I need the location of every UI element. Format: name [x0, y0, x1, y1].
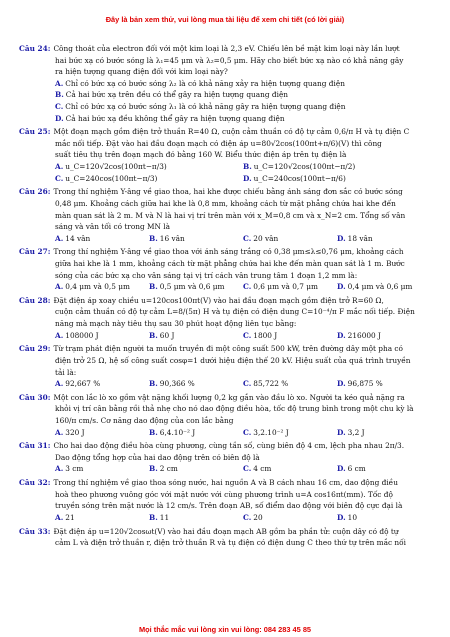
question-number: Câu 32:: [19, 478, 51, 488]
option-label: B.: [55, 90, 64, 100]
answer-option: [55, 113, 434, 125]
question-text-line: [19, 221, 434, 233]
question-list: [19, 43, 434, 551]
question-number: Câu 26:: [19, 187, 51, 197]
question-text: Trong thí nghiệm Y-âng về giao thoa, hai khe được chiếu bằng ánh sáng đơn sắc có bước sóng: [53, 187, 403, 197]
option-text: 10: [347, 512, 358, 522]
question-text: cảm L và điện trở thuần r, điện trở thuần R và tụ điện có điện dung C theo thứ tự trên mắc nối: [55, 538, 406, 548]
question-number: Câu 27:: [19, 247, 51, 257]
answer-option: [149, 378, 243, 390]
option-text: 20: [253, 512, 263, 522]
option-text: 1800 J: [253, 330, 278, 340]
option-text: u_C=120√2cos(100πt−π/3): [65, 162, 167, 172]
question-text-line: [19, 367, 434, 379]
answer-option: [337, 281, 431, 293]
answer-option: [337, 427, 431, 439]
option-label: A.: [55, 233, 64, 243]
question-text-line: [19, 343, 434, 355]
question-number: Câu 33:: [19, 526, 51, 536]
question-text-line: [19, 355, 434, 367]
question-text: sóng của các bức xạ cho vân sáng tại vị trí cách vân trung tâm 1 đoạn 1,2 mm là:: [55, 270, 358, 280]
question-text-line: [19, 258, 434, 270]
question-text: cuộn cảm thuần có độ tự cảm L=8/(5π) H và tụ điện có điện dung C=10⁻⁴/π F mắc nối tiếp. Điện: [55, 307, 415, 317]
option-label: A.: [55, 512, 64, 522]
question-text: tải là:: [55, 367, 77, 377]
option-text: 85,722 %: [253, 379, 289, 389]
option-label: A.: [55, 427, 64, 437]
option-label: A.: [55, 282, 64, 292]
answer-option: [55, 463, 149, 475]
question-text: hai bức xạ có bước sóng là λ₁=45 μm và λ₂=0,5 μm. Hãy cho biết bức xạ nào có khả năng gây: [55, 55, 404, 65]
question-text: Từ trạm phát điện người ta muốn truyền đi một công suất 500 kW, trên đường dây một pha có: [53, 344, 403, 354]
question-text: Dao động tổng hợp của hai dao động trên có biên độ là: [55, 452, 260, 462]
contact-banner: Mọi thắc mắc vui lòng xin vui lòng: 084 283 45 85: [138, 625, 312, 634]
answer-option: [55, 281, 149, 293]
question-text: ra hiện tượng quang điện đối với kim loại này?: [55, 67, 228, 77]
answer-option: [55, 161, 243, 173]
question-6: [19, 392, 434, 438]
preview-banner: Đây là bản xem thử, vui lòng mua tài liệu để xem chi tiết (có lời giải): [105, 15, 345, 24]
option-label: D.: [337, 427, 346, 437]
answer-option: [149, 427, 243, 439]
answer-option: [243, 512, 337, 524]
answer-option: [55, 233, 149, 245]
option-text: Cả hai bức xạ đều không thể gây ra hiện tượng quang điện: [65, 113, 285, 123]
option-text: Chỉ có bức xạ có bước sóng λ₂ là có khả năng xảy ra hiện tượng quang điện: [65, 78, 345, 88]
option-text: Chỉ có bức xạ có bước sóng λ₁ là có khả năng gây ra hiện tượng quang điện: [65, 101, 346, 111]
question-text: Đặt điện áp xoay chiều u=120cos100πt(V) vào hai đầu đoạn mạch gồm điện trở R=60 Ω,: [53, 295, 384, 305]
question-text: Một đoạn mạch gồm điện trở thuần R=40 Ω, cuộn cảm thuần có độ tự cảm 0,6/π H và tụ điện C: [53, 127, 410, 137]
option-text: 2 cm: [159, 464, 178, 474]
option-text: 16 vân: [159, 233, 185, 243]
question-3: [19, 246, 434, 292]
question-text-line: [19, 43, 434, 55]
question-text: mắc nối tiếp. Đặt vào hai đầu đoạn mạch có điện áp u=80√2cos(100πt+π/6)(V) thì công: [55, 138, 382, 148]
answer-option: [149, 281, 243, 293]
answer-option: [55, 378, 149, 390]
option-text: 3,2 J: [347, 427, 365, 437]
answer-option: [243, 378, 337, 390]
answer-options-row: [19, 512, 434, 524]
option-text: 0,5 μm và 0,6 μm: [159, 282, 225, 292]
answer-option: [149, 463, 243, 475]
answer-option: [55, 89, 434, 101]
option-text: 0,6 μm và 0,7 μm: [253, 282, 318, 292]
option-text: 20 vân: [253, 233, 279, 243]
question-number: Câu 25:: [19, 127, 51, 137]
question-text-line: [19, 318, 434, 330]
question-text: 160/π cm/s. Cơ năng dao động của con lắc bằng: [55, 415, 234, 425]
question-7: [19, 440, 434, 475]
question-text: năng mà mạch này tiêu thụ sau 30 phút hoạt động liên tục bằng:: [55, 319, 297, 329]
option-label: A.: [55, 330, 64, 340]
answer-options-row: [19, 463, 434, 475]
option-label: B.: [243, 162, 252, 172]
option-label: D.: [337, 330, 346, 340]
option-text: 90,366 %: [159, 379, 195, 389]
answer-option: [55, 78, 434, 90]
option-text: u_C=240cos(100πt−π/6): [253, 173, 346, 183]
option-label: A.: [55, 78, 64, 88]
question-number: Câu 30:: [19, 392, 51, 402]
answer-option: [55, 173, 243, 185]
option-label: B.: [149, 282, 158, 292]
answer-option: [149, 512, 243, 524]
question-text-line: [19, 306, 434, 318]
option-label: B.: [149, 512, 158, 522]
option-label: C.: [243, 464, 252, 474]
option-label: D.: [337, 282, 346, 292]
question-text-line: [19, 392, 434, 404]
option-text: 3 cm: [65, 464, 84, 474]
answer-option: [337, 512, 431, 524]
answer-option: [243, 427, 337, 439]
option-label: D.: [337, 379, 346, 389]
question-text-line: [19, 500, 434, 512]
answer-options-row: [19, 89, 434, 101]
answer-option: [243, 161, 431, 173]
option-text: u_C=120√2cos(100πt−π/2): [253, 162, 356, 172]
answer-option: [55, 101, 434, 113]
question-number: Câu 24:: [19, 44, 51, 53]
option-text: 4 cm: [253, 464, 272, 474]
answer-option: [243, 281, 337, 293]
question-text-line: [19, 526, 434, 538]
question-5: [19, 343, 434, 389]
question-text-line: [19, 246, 434, 258]
question-0: [19, 43, 434, 124]
question-text-line: [19, 270, 434, 282]
answer-options-row: [19, 173, 434, 185]
option-label: D.: [55, 113, 64, 123]
option-text: 60 J: [159, 330, 175, 340]
question-text: Trong thí nghiệm về giao thoa sóng nước, hai nguồn A và B cách nhau 16 cm, dao động điều: [53, 478, 398, 488]
answer-option: [55, 427, 149, 439]
answer-option: [243, 463, 337, 475]
answer-option: [243, 173, 431, 185]
answer-options-row: [19, 113, 434, 125]
question-text: suất tiêu thụ trên đoạn mạch đó bằng 160 W. Biểu thức điện áp trên tụ điện là: [55, 150, 347, 160]
answer-options-row: [19, 78, 434, 90]
option-label: B.: [149, 330, 158, 340]
question-text-line: [19, 66, 434, 78]
question-text-line: [19, 415, 434, 427]
option-label: B.: [149, 379, 158, 389]
question-text: truyền sóng trên mặt nước là 12 cm/s. Trên đoạn AB, số điểm dao động với biên độ cực đại là: [55, 501, 403, 511]
question-text-line: [19, 440, 434, 452]
option-label: C.: [243, 330, 252, 340]
question-text-line: [19, 138, 434, 150]
answer-options-row: [19, 101, 434, 113]
option-label: C.: [243, 282, 252, 292]
question-text-line: [19, 198, 434, 210]
option-text: 11: [159, 512, 170, 522]
option-label: A.: [55, 162, 64, 172]
question-text-line: [19, 55, 434, 67]
question-number: Câu 28:: [19, 295, 51, 305]
answer-option: [243, 233, 337, 245]
option-text: u_C=240cos(100πt−π/3): [65, 173, 158, 183]
option-text: 96,875 %: [347, 379, 383, 389]
option-label: C.: [243, 512, 252, 522]
option-text: 0,4 μm và 0,6 μm: [347, 282, 413, 292]
answer-options-row: [19, 427, 434, 439]
question-text-line: [19, 126, 434, 138]
option-text: 108000 J: [65, 330, 99, 340]
question-text-line: [19, 403, 434, 415]
question-text-line: [19, 149, 434, 161]
question-text-line: [19, 477, 434, 489]
question-text: màn quan sát là 2 m. M và N là hai vị trí trên màn với x_M=0,8 cm và x_N=2 cm. Tổng số vân: [55, 210, 406, 220]
question-text: Đặt điện áp u=120√2cosωt(V) vào hai đầu đoạn mạch AB gồm ba phần tử: cuộn dây có độ tự: [53, 526, 399, 536]
question-text-line: [19, 489, 434, 501]
answer-options-row: [19, 161, 434, 173]
question-number: Câu 31:: [19, 441, 51, 451]
option-label: C.: [55, 101, 64, 111]
option-text: 6 cm: [347, 464, 366, 474]
answer-options-row: [19, 281, 434, 293]
option-label: B.: [149, 464, 158, 474]
question-text: Một con lắc lò xo gồm vật nặng khối lượng 0,2 kg gắn vào đầu lò xo. Người ta kéo quả nặng ra: [53, 392, 405, 402]
question-text: điện trở 25 Ω, hệ số công suất cosφ=1 dưới hiệu điện thế 20 kV. Hiệu suất của quá trình truyền: [55, 355, 411, 365]
question-text: 0,48 μm. Khoảng cách giữa hai khe là 0,8 mm, khoảng cách từ mặt phẳng chứa hai khe đến: [55, 198, 396, 208]
option-text: 0,4 μm và 0,5 μm: [65, 282, 130, 292]
option-label: A.: [55, 379, 64, 389]
question-9: [19, 526, 434, 549]
answer-option: [337, 330, 431, 342]
answer-option: [55, 330, 149, 342]
answer-options-row: [19, 330, 434, 342]
option-text: 18 vân: [347, 233, 373, 243]
question-number: Câu 29:: [19, 344, 51, 354]
option-text: 92,667 %: [65, 379, 101, 389]
option-label: D.: [337, 464, 346, 474]
question-8: [19, 477, 434, 523]
question-text-line: [19, 210, 434, 222]
option-text: 216000 J: [347, 330, 381, 340]
question-text: khỏi vị trí cân bằng rồi thả nhẹ cho nó dao động điều hòa, tốc độ trung bình trong một chu kỳ là: [55, 404, 414, 414]
option-text: Cả hai bức xạ trên đều có thể gây ra hiện tượng quang điện: [65, 90, 289, 100]
answer-option: [55, 512, 149, 524]
question-text: Cho hai dao động điều hòa cùng phương, cùng tần số, cùng biên độ 4 cm, lệch pha nhau 2π/3.: [53, 441, 405, 451]
option-label: D.: [243, 173, 252, 183]
option-label: D.: [337, 512, 346, 522]
answer-option: [149, 233, 243, 245]
answer-option: [243, 330, 337, 342]
option-text: 21: [65, 512, 75, 522]
option-text: 14 vân: [65, 233, 91, 243]
option-label: C.: [243, 379, 252, 389]
answer-option: [337, 233, 431, 245]
question-text: giữa hai khe là 1 mm, khoảng cách từ mặt phẳng chứa hai khe đến màn quan sát là 1 m. Bước: [55, 258, 405, 268]
option-label: B.: [149, 427, 158, 437]
question-text: hoà theo phương vuông góc với mặt nước với cùng phương trình u=A cos16πt(mm). Tốc độ: [55, 489, 393, 499]
option-label: C.: [55, 173, 64, 183]
question-text-line: [19, 537, 434, 549]
answer-options-row: [19, 233, 434, 245]
option-label: C.: [243, 427, 252, 437]
option-text: 320 J: [65, 427, 85, 437]
question-text-line: [19, 295, 434, 307]
option-label: C.: [243, 233, 252, 243]
answer-option: [149, 330, 243, 342]
option-label: D.: [337, 233, 346, 243]
answer-options-row: [19, 378, 434, 390]
question-4: [19, 295, 434, 341]
option-label: A.: [55, 464, 64, 474]
question-text-line: [19, 452, 434, 464]
question-text: sáng và vân tối có trong MN là: [55, 222, 171, 232]
question-1: [19, 126, 434, 184]
answer-option: [337, 463, 431, 475]
question-text: Trong thí nghiệm Y-âng về giao thoa với ánh sáng trắng có 0,38 μm≤λ≤0,76 μm, khoảng cách: [53, 247, 404, 257]
option-text: 3,2.10⁻² J: [253, 427, 289, 437]
option-text: 6,4.10⁻² J: [159, 427, 196, 437]
answer-option: [337, 378, 431, 390]
option-label: B.: [149, 233, 158, 243]
question-2: [19, 186, 434, 244]
question-text-line: [19, 186, 434, 198]
question-text: Công thoát của electron đối với một kim loại là 2,3 eV. Chiếu lên bề mặt kim loại này lần lượt: [53, 44, 400, 53]
